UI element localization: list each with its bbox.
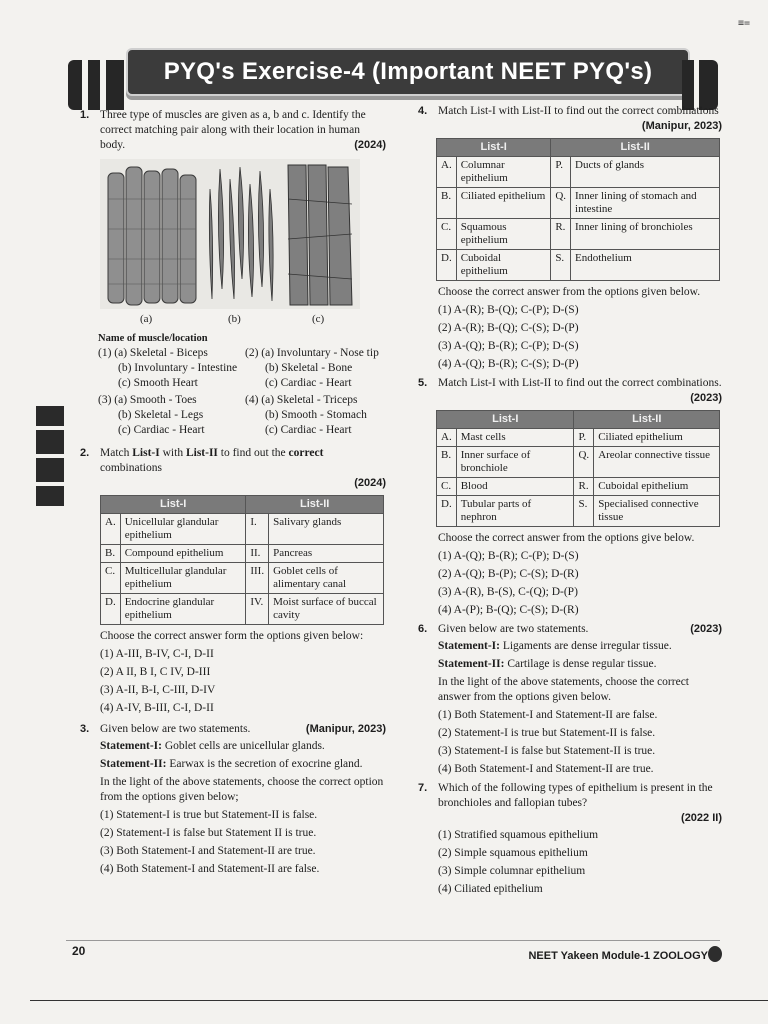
question-text: Match [100, 447, 133, 459]
choose-instruction: Choose the correct answer from the options give below. [438, 532, 695, 544]
match-table [436, 410, 720, 527]
question-text: Match List-I with List-II to find out the correct combinations. [438, 377, 722, 389]
table-cell: Moist surface of buccal cavity [269, 594, 384, 625]
table-header: List-I [437, 411, 574, 429]
table-cell: I. [246, 514, 269, 545]
option-3[interactable]: (3) Both Statement-I and Statement-II are true. [100, 845, 316, 857]
question-1 [80, 108, 386, 440]
left-column [80, 108, 386, 880]
table-row [101, 594, 384, 625]
option-2[interactable]: (2) A-(Q); B-(P); C-(S); D-(R) [438, 568, 579, 580]
table-cell: Ducts of glands [571, 157, 720, 188]
fig-label-a: (a) [140, 313, 153, 325]
question-7 [418, 781, 722, 897]
option-line: (c) Smooth Heart [118, 377, 198, 389]
table-cell: D. [101, 594, 121, 625]
table-row [437, 429, 720, 447]
table-cell: Cuboidal epithelium [594, 478, 720, 496]
option-3[interactable]: (3) Statement-I is false but Statement-II is true. [438, 745, 656, 757]
question-number: 2. [80, 447, 90, 459]
table-cell: Inner lining of stomach and intestine [571, 188, 720, 219]
table-cell: B. [437, 447, 457, 478]
choose-instruction: In the light of the above statements, choose the correct option from the options given below; [100, 776, 384, 803]
question-6 [418, 622, 722, 777]
choose-instruction: In the light of the above statements, choose the correct answer from the options given below. [438, 676, 689, 703]
statement-text: Cartilage is dense regular tissue. [504, 658, 657, 670]
choose-instruction: Choose the correct answer form the options given below: [100, 630, 364, 642]
option-1[interactable]: (1) A-III, B-IV, C-I, D-II [100, 648, 214, 660]
option-4[interactable]: (4) Both Statement-I and Statement-II are false. [100, 863, 320, 875]
figure-caption: Name of muscle/location [98, 333, 208, 344]
table-header: List-I [437, 139, 551, 157]
option-2[interactable]: (2) Statement-I is true but Statement-II is false. [438, 727, 656, 739]
option-4[interactable]: (4) A-(Q); B-(R); C-(S); D-(P) [438, 358, 579, 370]
match-table [436, 138, 720, 281]
title-box [126, 48, 690, 96]
table-cell: IV. [246, 594, 269, 625]
table-cell: Inner lining of bronchioles [571, 219, 720, 250]
table-row [101, 545, 384, 563]
option-4[interactable]: (4) Both Statement-I and Statement-II are true. [438, 763, 654, 775]
table-cell: Q. [574, 447, 594, 478]
table-cell: C. [101, 563, 121, 594]
statement-text: Ligaments are dense irregular tissue. [499, 640, 672, 652]
option-line: (b) Smooth - Stomach [265, 409, 367, 421]
option-4[interactable]: (4) Ciliated epithelium [438, 883, 543, 895]
table-cell: D. [437, 250, 457, 281]
table-cell: Squamous epithelium [456, 219, 551, 250]
table-cell: Ciliated epithelium [456, 188, 551, 219]
banner-left-bars [68, 60, 124, 110]
table-cell: P. [551, 157, 571, 188]
question-number: 1. [80, 109, 90, 121]
option-number: (3) [98, 394, 112, 406]
question-number: 3. [80, 723, 90, 735]
question-text: Three type of muscles are given as a, b and c. Identify the correct matching pair along with their location in human body. [100, 109, 366, 151]
table-cell: A. [437, 429, 457, 447]
option-3[interactable]: (3) A-(R), B-(S), C-(Q); D-(P) [438, 586, 578, 598]
table-row [437, 250, 720, 281]
table-header: List-II [246, 496, 384, 514]
question-year: (2022 II) [681, 812, 722, 824]
muscle-types-illustration [100, 159, 360, 309]
q1-options [98, 346, 386, 440]
option-line: (b) Involuntary - Intestine [118, 362, 238, 374]
option-line: (c) Cardiac - Heart [118, 424, 205, 436]
table-cell: II. [246, 545, 269, 563]
option-1[interactable] [98, 346, 239, 391]
match-table [100, 495, 384, 625]
footer-divider [66, 940, 720, 941]
question-text-bold: List-II [185, 447, 218, 459]
statement-text: Goblet cells are unicellular glands. [161, 740, 325, 752]
statement-label: Statement-I: [438, 640, 500, 652]
option-number: (2) [245, 347, 259, 359]
title-banner [68, 48, 718, 112]
option-number: (1) [98, 347, 112, 359]
question-text-bold: correct [288, 447, 324, 459]
table-cell: Salivary glands [269, 514, 384, 545]
option-3[interactable]: (3) A-(Q); B-(R); C-(P); D-(S) [438, 340, 579, 352]
table-cell: Specialised connective tissue [594, 496, 720, 527]
table-cell: P. [574, 429, 594, 447]
table-cell: Endocrine glandular epithelium [120, 594, 246, 625]
question-year: (2023) [690, 623, 722, 635]
option-4[interactable]: (4) A-(P); B-(Q); C-(S); D-(R) [438, 604, 579, 616]
table-cell: Multicellular glandular epithelium [120, 563, 246, 594]
question-text: combinations [100, 462, 162, 474]
question-number: 5. [418, 377, 428, 389]
table-cell: Unicellular glandular epithelium [120, 514, 246, 545]
table-row [437, 157, 720, 188]
option-2[interactable] [245, 346, 386, 391]
question-text: Given below are two statements. [438, 623, 589, 635]
question-year: (2024) [354, 139, 386, 151]
question-number: 6. [418, 623, 428, 635]
option-2[interactable]: (2) A II, B I, C IV, D-III [100, 666, 211, 678]
muscle-figure [100, 159, 360, 327]
question-2 [80, 446, 386, 716]
question-year: (Manipur, 2023) [305, 723, 386, 735]
table-cell: Ciliated epithelium [594, 429, 720, 447]
table-cell: Blood [456, 478, 574, 496]
table-cell: Mast cells [456, 429, 574, 447]
question-3 [80, 722, 386, 877]
question-text: Which of the following types of epithelium is present in the bronchioles and fallopian tubes? [438, 782, 713, 809]
option-1[interactable]: (1) Both Statement-I and Statement-II are false. [438, 709, 658, 721]
table-cell: C. [437, 478, 457, 496]
table-cell: Q. [551, 188, 571, 219]
table-cell: B. [437, 188, 457, 219]
table-cell: Cuboidal epithelium [456, 250, 551, 281]
table-cell: Columnar epithelium [456, 157, 551, 188]
table-cell: B. [101, 545, 121, 563]
statement-label: Statement-II: [438, 658, 505, 670]
table-row [437, 188, 720, 219]
option-2[interactable]: (2) A-(R); B-(Q); C-(S); D-(P) [438, 322, 579, 334]
question-number: 7. [418, 782, 428, 794]
table-cell: A. [437, 157, 457, 188]
option-3[interactable]: (3) Simple columnar epithelium [438, 865, 586, 877]
option-1[interactable]: (1) A-(R); B-(Q); C-(P); D-(S) [438, 304, 579, 316]
table-cell: S. [551, 250, 571, 281]
option-3[interactable]: (3) A-II, B-I, C-III, D-IV [100, 684, 216, 696]
option-line: (c) Cardiac - Heart [265, 377, 352, 389]
side-tab-marker [36, 406, 64, 506]
bottom-border [30, 1000, 768, 1001]
table-header: List-II [574, 411, 720, 429]
table-cell: Endothelium [571, 250, 720, 281]
table-row [437, 496, 720, 527]
statement-text: Earwax is the secretion of exocrine gland. [166, 758, 363, 770]
question-year: (2023) [690, 392, 722, 404]
table-cell: S. [574, 496, 594, 527]
option-4[interactable] [245, 393, 386, 438]
table-row [437, 447, 720, 478]
option-line: (a) Skeletal - Biceps [114, 347, 208, 359]
statement-label: Statement-II: [100, 758, 167, 770]
option-line: (a) Skeletal - Triceps [261, 394, 358, 406]
table-cell: D. [437, 496, 457, 527]
question-text: with [159, 447, 186, 459]
question-year: (2024) [354, 477, 386, 489]
table-header: List-II [551, 139, 720, 157]
option-2[interactable]: (2) Simple squamous epithelium [438, 847, 588, 859]
question-text: Given below are two statements. [100, 723, 251, 735]
banner-right-bars [682, 60, 718, 110]
option-line: (b) Skeletal - Bone [265, 362, 353, 374]
fig-label-b: (b) [228, 313, 241, 325]
question-text-bold: List-I [132, 447, 160, 459]
table-header: List-I [101, 496, 246, 514]
option-1[interactable]: (1) Statement-I is true but Statement-II is false. [100, 809, 318, 821]
option-line: (b) Skeletal - Legs [118, 409, 204, 421]
table-cell: C. [437, 219, 457, 250]
corner-mark: ≡= [738, 18, 751, 29]
option-1[interactable]: (1) A-(Q); B-(R); C-(P); D-(S) [438, 550, 579, 562]
table-row [101, 514, 384, 545]
option-1[interactable]: (1) Stratified squamous epithelium [438, 829, 599, 841]
table-cell: III. [246, 563, 269, 594]
table-cell: Tubular parts of nephron [456, 496, 574, 527]
module-title: NEET Yakeen Module-1 ZOOLOGY [528, 950, 708, 962]
option-4[interactable]: (4) A-IV, B-III, C-I, D-II [100, 702, 214, 714]
table-cell: Inner surface of bronchiole [456, 447, 574, 478]
option-2[interactable]: (2) Statement-I is false but Statement II is true. [100, 827, 317, 839]
right-column [418, 104, 722, 900]
table-cell: R. [551, 219, 571, 250]
table-cell: Goblet cells of alimentary canal [269, 563, 384, 594]
option-3[interactable] [98, 393, 239, 438]
choose-instruction: Choose the correct answer from the options given below. [438, 286, 701, 298]
page-number: 20 [72, 944, 86, 958]
table-row [437, 219, 720, 250]
question-text: Match List-I with List-II to find out the correct combinations [438, 105, 719, 117]
table-cell: A. [101, 514, 121, 545]
question-text: to find out the [217, 447, 289, 459]
option-number: (4) [245, 394, 259, 406]
question-year: (Manipur, 2023) [641, 120, 722, 132]
fig-label-c: (c) [312, 313, 325, 325]
question-4 [418, 104, 722, 372]
table-cell: R. [574, 478, 594, 496]
page-title: PYQ's Exercise-4 (Important NEET PYQ's) [163, 58, 653, 85]
table-cell: Areolar connective tissue [594, 447, 720, 478]
table-row [101, 563, 384, 594]
publisher-logo-icon [708, 946, 722, 962]
option-line: (c) Cardiac - Heart [265, 424, 352, 436]
table-row [437, 478, 720, 496]
question-number: 4. [418, 105, 428, 117]
question-5 [418, 376, 722, 618]
table-cell: Compound epithelium [120, 545, 246, 563]
option-line: (a) Smooth - Toes [114, 394, 197, 406]
table-cell: Pancreas [269, 545, 384, 563]
statement-label: Statement-I: [100, 740, 162, 752]
option-line: (a) Involuntary - Nose tip [261, 347, 379, 359]
